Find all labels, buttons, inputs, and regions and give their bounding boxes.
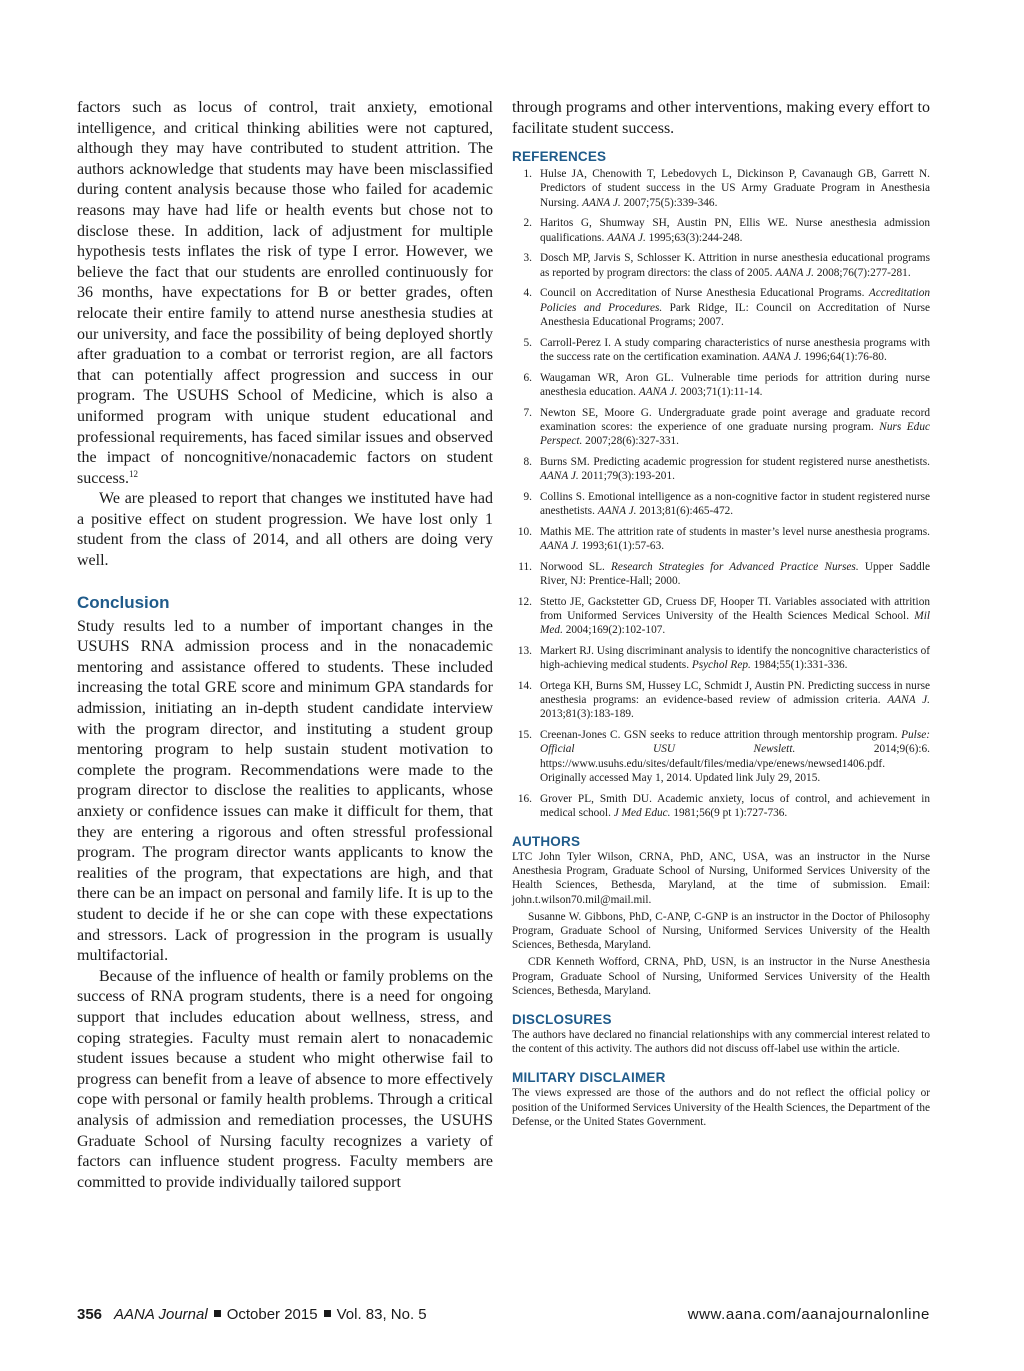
reference-journal: Accreditation Policies and Procedures.	[540, 287, 930, 314]
reference-journal: J Med Educ.	[613, 806, 671, 819]
military-disclaimer-heading: MILITARY DISCLAIMER	[512, 1070, 666, 1086]
disclosures-heading: DISCLOSURES	[512, 1012, 612, 1028]
body-paragraph: Study results led to a number of important changes in the USUHS RNA admission process and in the nonacademic mentoring and assistance offered to students. These included increasing the total GRE score and minimum GPA standards for admission, initiating an in-depth student candidate interview with the program director, and instituting a student group mentoring program to help sustain student motivation to complete the program. Recommendations were made to the program director to disclose the realities to applicants, whose anxiety or confidence issues can make it difficult for them, that they are entering a rigorous and often stressful professional program. The program director wants applicants to know the realities of the program, that expectations are high, and that there can be an impact on personal and family life. It is up to the student to decide if he or she can cope with these expectations and stressors. Lack of progression in the program is usually multifactorial.	[77, 617, 493, 965]
reference-details: 2013;81(6):465-472.	[636, 505, 734, 517]
authors-heading: AUTHORS	[512, 834, 581, 850]
reference-details: Park Ridge, IL: Council on Accreditation of Nurse Anesthesia Educational Programs; 2007.	[540, 301, 930, 328]
reference-journal: AANA J.	[887, 694, 930, 707]
reference-number: 14.	[517, 680, 532, 692]
reference-item	[512, 490, 930, 518]
reference-text: Collins S. Emotional intelligence as a non-cognitive factor in student registered nurse anesthetists.	[540, 490, 930, 517]
reference-details: 1996;64(1):76-80.	[801, 350, 887, 363]
military-disclaimer-text: The views expressed are those of the authors and do not reflect the official policy or position of the Uniformed Services University of the Health Sciences, the Department of the Defense, or the United States Government.	[512, 1087, 930, 1128]
reference-text: Ortega KH, Burns SM, Hussey LC, Schmidt J, Austin PN. Predicting success in nurse anesthesia programs: an evidence-based review of admission criteria.	[540, 680, 930, 707]
reference-details: 2004;169(2):102-107.	[562, 624, 666, 637]
reference-text: Grover PL, Smith DU. Academic anxiety, locus of control, and achievement in medical school.	[540, 792, 930, 819]
reference-item	[512, 167, 930, 210]
reference-text: Creenan-Jones C. GSN seeks to reduce attrition through mentorship program.	[540, 729, 902, 742]
bullet-separator	[214, 1310, 221, 1317]
reference-number: 5.	[523, 336, 532, 349]
journal-name: AANA Journal	[114, 1306, 208, 1323]
reference-details: 2013;81(3):183-189.	[540, 708, 634, 721]
body-paragraph: We are pleased to report that changes we instituted have had a positive effect on student progression. We have lost only 1 student from the class of 2014, and all others are doing very well.	[77, 490, 493, 570]
reference-journal: AANA J.	[540, 470, 579, 482]
body-paragraph: through programs and other interventions, making every effort to facilitate student success.	[512, 99, 930, 137]
reference-text: Waugaman WR, Aron GL. Vulnerable time periods for attrition during nurse anesthesia education.	[540, 371, 930, 398]
reference-item	[512, 792, 930, 820]
references-heading: REFERENCES	[512, 149, 607, 165]
reference-details: 1993;61(1):57-63.	[578, 540, 665, 552]
reference-number: 11.	[518, 560, 532, 573]
reference-details: 1984;55(1):331-336.	[750, 659, 848, 672]
reference-details: 2007;28(6):327-331.	[582, 435, 680, 447]
reference-item	[512, 216, 930, 244]
conclusion-heading: Conclusion	[77, 592, 170, 612]
reference-details: 1981;56(9 pt 1):727-736.	[670, 806, 788, 819]
reference-text: Stetto JE, Gackstetter GD, Cruess DF, Hooper TI. Variables associated with attrition from Uniformed Services University of the Health Sciences Medical School.	[540, 595, 930, 622]
reference-number: 10.	[517, 525, 532, 538]
reference-number: 16.	[517, 792, 532, 805]
paragraph-text: factors such as locus of control, trait anxiety, emotional intelligence, and critical thinking abilities were not captured, although they may have contributed to student attrition. The authors acknowledge that students may have been misclassified during content analysis because those who failed for academic reasons may have had life or health events but chose not to disclose these. In addition, lack of adjustment for multiple hypothesis tests inflates the risk of type I error. However, we believe the fact that our students are enrolled continuously for 36 months, have expectations for B or better grades, often relocate their entire family to attend nurse anesthesia studies at our university, and face the possibility of being deployed shortly after graduation to a combat or terrorist region, are all factors that can potentially affect progression and success in our program. The USUHS School of Medicine, which is also a uniformed program with unique student educational and professional requirements, has faced similar issues and observed the impact of noncognitive/nonacademic factors on student success.	[77, 99, 493, 487]
reference-number: 9.	[523, 490, 532, 503]
author-bio: Susanne W. Gibbons, PhD, C-ANP, C-GNP is an instructor in the Doctor of Philosophy Program, Graduate School of Nursing, Uniformed Services University of the Health Sciences, Bethesda, Maryland.	[512, 910, 930, 952]
issue-date: October 2015	[226, 1306, 318, 1323]
reference-text: Norwood SL.	[540, 560, 612, 573]
reference-journal: AANA J.	[762, 350, 802, 363]
reference-item	[512, 371, 930, 399]
reference-journal: Nurs Educ Perspect.	[540, 420, 930, 447]
author-bio: CDR Kenneth Wofford, CRNA, PhD, USN, is an instructor in the Nurse Anesthesia Program, Graduate School of Nursing, Uniformed Services University of the Health Sciences, Bethesda, Maryland.	[512, 956, 930, 997]
reference-journal: Psychol Rep.	[691, 659, 751, 672]
reference-item	[512, 679, 930, 722]
reference-details: 1995;63(3):244-248.	[645, 231, 743, 244]
reference-text: Haritos G, Shumway SH, Austin PN, Ellis WE. Nurse anesthesia admission qualifications.	[540, 217, 930, 244]
reference-text: Markert RJ. Using discriminant analysis to identify the noncognitive characteristics of high-achieving medical students.	[540, 645, 930, 672]
reference-text: Carroll-Perez I. A study comparing characteristics of nurse anesthesia programs with the success rate on the certification examination.	[540, 336, 930, 363]
reference-number: 4.	[523, 287, 532, 300]
reference-journal: AANA J.	[775, 266, 814, 279]
reference-number: 1.	[523, 168, 532, 181]
reference-journal: AANA J.	[597, 505, 637, 517]
right-column	[512, 98, 930, 1129]
reference-item	[512, 595, 930, 638]
reference-number: 15.	[517, 729, 532, 742]
reference-details: 2003;71(1):11-14.	[677, 385, 763, 398]
left-column	[77, 98, 493, 1193]
reference-journal: AANA J.	[582, 196, 621, 209]
reference-details: 2011;79(3):193-201.	[578, 470, 675, 482]
reference-details: 2014;9(6):6. https://www.usuhs.edu/sites/default/files/media/vpe/enews/newsed1406.pdf. Originally accessed May 1, 2014. Updated link July 29, 2015.	[540, 743, 930, 784]
body-paragraph: Because of the influence of health or family problems on the success of RNA program students, there is a need for ongoing support that includes education about wellness, stress, and coping strategies. Faculty must remain alert to nonacademic student issues because a student who might otherwise fail to progress can benefit from a leave of absence to more effectively cope with personal or family health problems. Through a critical analysis of admission and remediation processes, the USUHS Graduate School of Nursing faculty recognizes a variety of factors can influence student progress. Faculty members are committed to provide individually tailored support	[77, 967, 493, 1191]
citation-superscript: 12	[128, 468, 138, 479]
reference-journal: AANA J.	[540, 540, 579, 552]
reference-number: 13.	[517, 645, 532, 657]
reference-item	[512, 251, 930, 279]
bullet-separator	[324, 1310, 331, 1317]
reference-number: 8.	[523, 455, 532, 468]
reference-text: Council on Accreditation of Nurse Anesthesia Educational Programs.	[540, 287, 869, 300]
reference-text: Hulse JA, Chenowith T, Lebedovych L, Dickinson P, Cavanaugh GB, Garrett N. Predictors of student success in the US Army Graduate Program in Anesthesia Nursing.	[540, 168, 930, 209]
reference-text: Newton SE, Moore G. Undergraduate grade point average and graduate record examination scores: the experience of one graduate nursing program.	[540, 406, 930, 433]
reference-number: 7.	[523, 406, 532, 419]
reference-details: 2007;75(5):339-346.	[620, 196, 718, 209]
reference-text: Burns SM. Predicting academic progression for student registered nurse anesthetists.	[540, 455, 930, 468]
reference-journal: Research Strategies for Advanced Practice Nurses.	[611, 560, 859, 573]
reference-details: 2008;76(7):277-281.	[814, 266, 911, 279]
reference-item	[512, 406, 930, 449]
reference-item	[512, 644, 930, 672]
reference-journal: AANA J.	[607, 231, 646, 244]
reference-item	[512, 286, 930, 329]
reference-item	[512, 525, 930, 553]
reference-journal: Pulse: Official USU Newslett.	[540, 729, 930, 756]
reference-item	[512, 560, 930, 588]
reference-item	[512, 728, 930, 785]
reference-number: 12.	[517, 595, 532, 608]
body-paragraph	[77, 98, 493, 489]
reference-number: 6.	[523, 371, 532, 384]
reference-journal: Mil Med.	[540, 610, 930, 637]
page-number: 356	[77, 1306, 103, 1323]
reference-text: Mathis ME. The attrition rate of students in master’s level nurse anesthesia programs.	[540, 525, 930, 538]
page-footer	[77, 1306, 930, 1326]
reference-journal: AANA J.	[638, 385, 678, 398]
reference-number: 3.	[523, 252, 532, 265]
references-list	[512, 167, 930, 820]
reference-number: 2.	[523, 217, 532, 230]
reference-item	[512, 336, 930, 364]
author-bio: LTC John Tyler Wilson, CRNA, PhD, ANC, USA, was an instructor in the Nurse Anesthesia Program, Graduate School of Nursing, Uniformed Services University of the Health Sciences, Bethesda, Maryland, at the time of submission. Email: john.t.wilson70.mil@mail.mil.	[512, 851, 930, 906]
journal-url-link[interactable]: www.aana.com/aanajournalonline	[687, 1306, 930, 1323]
volume-issue: Vol. 83, No. 5	[336, 1306, 427, 1323]
reference-item	[512, 455, 930, 483]
disclosures-text: The authors have declared no financial relationships with any commercial interest related to the content of this activity. The authors did not discuss off-label use within the article.	[512, 1029, 930, 1056]
reference-details: Upper Saddle River, NJ: Prentice-Hall; 2000.	[540, 560, 930, 587]
reference-text: Dosch MP, Jarvis S, Schlosser K. Attrition in nurse anesthesia educational programs as reported by program directors: the class of 2005.	[540, 252, 930, 279]
